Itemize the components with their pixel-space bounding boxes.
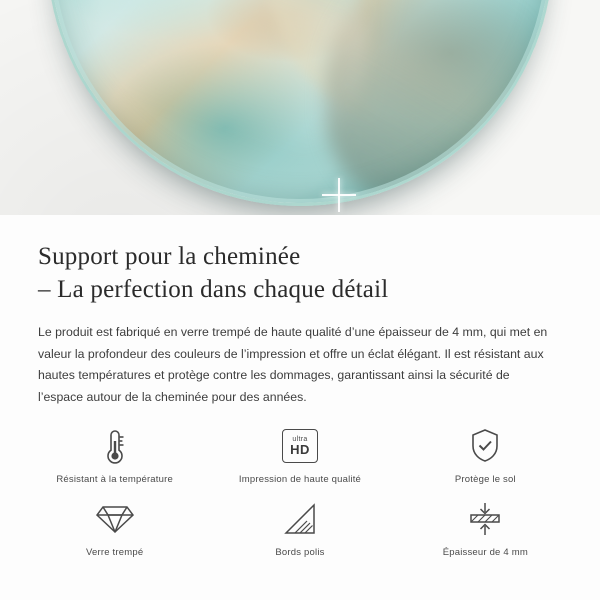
thermometer-icon xyxy=(102,426,128,466)
glass-plate-image xyxy=(47,0,553,206)
headline-line-1: Support pour la cheminée xyxy=(38,243,301,270)
feature-label: Épaisseur de 4 mm xyxy=(442,547,528,559)
badge-ultra-text: ultra xyxy=(292,436,308,444)
feature-grid xyxy=(0,426,600,558)
description-paragraph: Le produit est fabriqué en verre trempé de haute qualité d’une épaisseur de 4 mm, qui met en valeur la profondeur des couleurs de l’impression et offre un éclat élégant. Il est résistant aux hautes températures et protège contre les dommages, garantissant ainsi la sécurité de l’espace autour de la cheminée pour des années. xyxy=(38,325,548,404)
text-content xyxy=(0,215,600,408)
polished-edges-icon xyxy=(283,499,317,539)
badge-hd-text: HD xyxy=(290,442,310,458)
feature-label: Protège le sol xyxy=(454,474,516,486)
feature-thickness xyxy=(393,499,578,558)
feature-label: Résistant à la température xyxy=(56,474,173,486)
feature-label: Verre trempé xyxy=(86,547,144,559)
diamond-icon xyxy=(95,499,135,539)
feature-polished-edges xyxy=(207,499,392,558)
feature-label: Impression de haute qualité xyxy=(238,474,362,486)
ultra-hd-badge-icon xyxy=(282,426,318,466)
hero-image xyxy=(0,0,600,215)
feature-temperature xyxy=(22,426,207,485)
feature-print-quality xyxy=(207,426,392,485)
feature-tempered-glass xyxy=(22,499,207,558)
feature-floor-protection xyxy=(393,426,578,485)
page-title xyxy=(38,241,562,306)
shield-check-icon xyxy=(469,426,501,466)
feature-label: Bords polis xyxy=(275,547,325,559)
headline-line-2: – La perfection dans chaque détail xyxy=(38,275,389,303)
thickness-arrows-icon xyxy=(466,499,504,539)
